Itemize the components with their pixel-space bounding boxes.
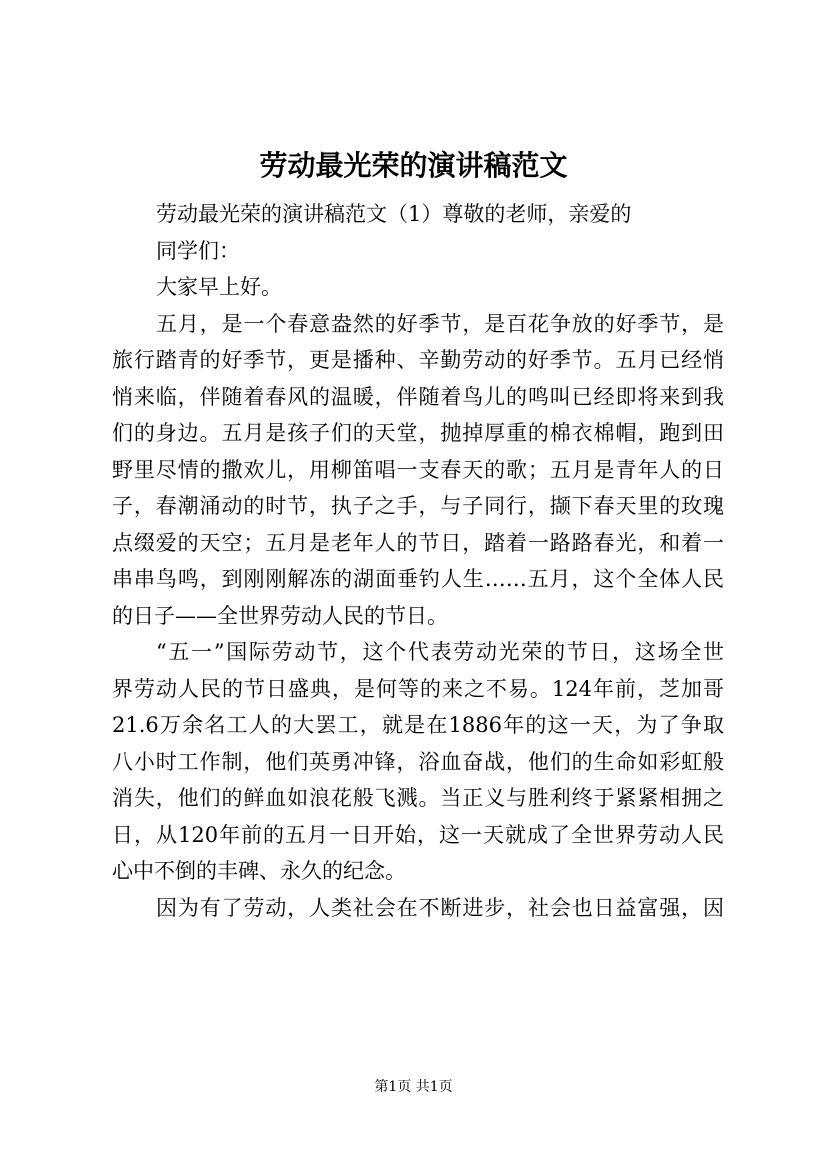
body-text-line: 串串鸟鸣，到刚刚解冻的湖面垂钓人生……五月，这个全体人民 <box>112 567 724 591</box>
body-text-line: 的日子——全世界劳动人民的节日。 <box>112 603 448 628</box>
body-text-line: 消失，他们的鲜血如浪花般飞溅。当正义与胜利终于紧紧相拥之 <box>112 786 724 810</box>
body-text-line: 劳动最光荣的演讲稿范文（1）尊敬的老师，亲爱的 <box>156 202 632 226</box>
body-text-line: 心中不倒的丰碑、永久的纪念。 <box>112 859 406 883</box>
body-text-line: 野里尽情的撒欢儿，用柳笛唱一支春天的歌；五月是青年人的日 <box>112 457 724 482</box>
body-text-line: 日，从120年前的五月一日开始，这一天就成了全世界劳动人民 <box>112 822 724 847</box>
body-text-line: 同学们： <box>156 238 240 263</box>
body-text-line: 旅行踏青的好季节，更是播种、辛勤劳动的好季节。五月已经悄 <box>112 348 724 372</box>
body-text-line: 界劳动人民的节日盛典，是何等的来之不易。124年前，芝加哥 <box>112 676 724 701</box>
body-text-line: 子，春潮涌动的时节，执子之手，与子同行，撷下春天里的玫瑰 <box>112 494 724 518</box>
body-text-line: 五月，是一个春意盎然的好季节，是百花争放的好季节，是 <box>156 311 724 336</box>
page-footer: 第1页 共1页 <box>374 1079 453 1095</box>
body-text-line: “五一”国际劳动节，这个代表劳动光荣的节日，这场全世 <box>156 640 724 664</box>
document-title: 劳动最光荣的演讲稿范文 <box>259 149 568 182</box>
body-text-line: 因为有了劳动，人类社会在不断进步，社会也日益富强，因 <box>156 895 724 920</box>
body-text-line: 21.6万余名工人的大罢工，就是在1886年的这一天，为了争取 <box>112 713 724 737</box>
body-text-line: 悄来临，伴随着春风的温暖，伴随着鸟儿的鸣叫已经即将来到我 <box>112 384 724 409</box>
body-text-line: 点缀爱的天空；五月是老年人的节日，踏着一路路春光，和着一 <box>112 530 724 555</box>
body-text-line: 大家早上好。 <box>156 275 282 299</box>
document-body <box>112 196 724 926</box>
body-text-line: 们的身边。五月是孩子们的天堂，抛掉厚重的棉衣棉帽，跑到田 <box>112 421 724 445</box>
body-text-line: 八小时工作制，他们英勇冲锋，浴血奋战，他们的生命如彩虹般 <box>112 749 724 774</box>
